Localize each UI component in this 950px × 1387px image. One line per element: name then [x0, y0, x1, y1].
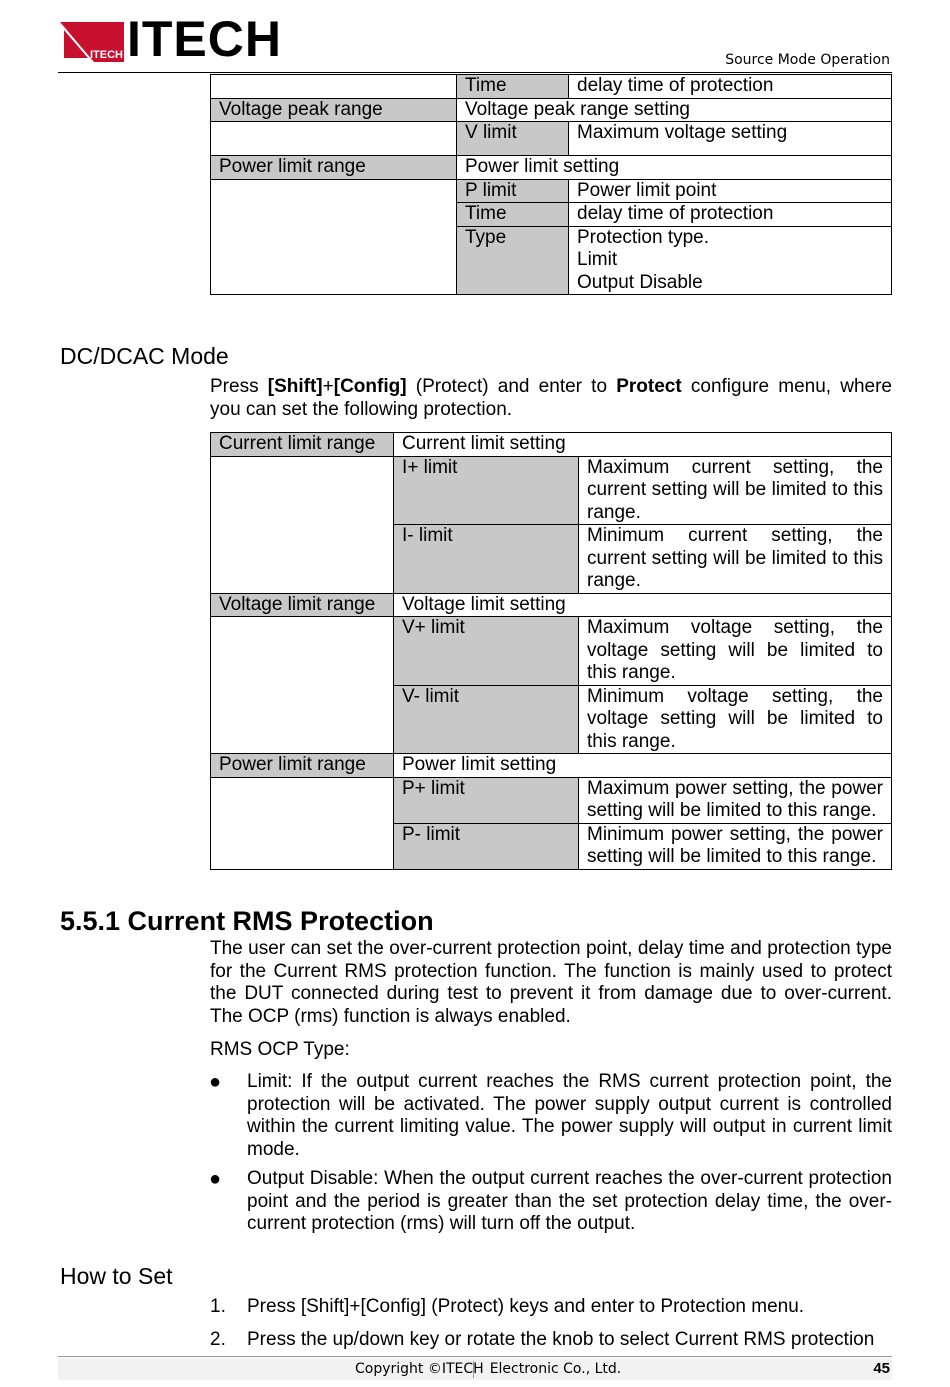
- table-row: [211, 456, 892, 525]
- param-desc: Minimum voltage setting, the voltage setting will be limited to this range.: [579, 685, 892, 754]
- header-rule: [58, 72, 892, 73]
- param-desc: Maximum current setting, the current setting will be limited to this range.: [579, 456, 892, 525]
- param-desc: Maximum power setting, the power setting will be limited to this range.: [579, 777, 892, 823]
- param-key: V limit: [457, 122, 569, 156]
- step-text: Press the up/down key or rotate the knob to select Current RMS protection: [247, 1329, 875, 1350]
- itech-logo-icon: [60, 22, 124, 62]
- param-key: V- limit: [394, 685, 579, 754]
- table-row: [211, 754, 892, 778]
- param-key: Time: [457, 203, 569, 227]
- range-label: Current limit range: [211, 433, 394, 457]
- table-cell: [211, 777, 394, 869]
- desc-line: Output Disable: [577, 271, 703, 293]
- step-number: 2.: [210, 1329, 226, 1350]
- page-number: 45: [873, 1360, 890, 1377]
- param-key: V+ limit: [394, 617, 579, 686]
- param-key: P limit: [457, 179, 569, 203]
- intro-text: configure menu, where you can set the following protection.: [210, 376, 892, 420]
- param-desc: Minimum current setting, the current setting will be limited to this range.: [579, 525, 892, 594]
- param-desc: delay time of protection: [569, 203, 892, 227]
- section-heading-rms: 5.5.1 Current RMS Protection: [60, 906, 434, 936]
- table-cell: [211, 179, 457, 295]
- range-label: Voltage peak range: [211, 98, 457, 122]
- logo-wordmark: ITECH: [127, 11, 282, 67]
- range-label: Power limit range: [211, 754, 394, 778]
- dc-protection-table: [210, 432, 892, 870]
- protect-menu-label: Protect: [616, 376, 682, 397]
- table-row: [211, 617, 892, 686]
- shift-key-label: [Shift]: [267, 376, 323, 397]
- desc-line: Limit: [577, 249, 618, 270]
- table-cell: [211, 456, 394, 593]
- intro-text: +: [322, 376, 334, 397]
- table-row: [211, 179, 892, 203]
- range-setting: Power limit setting: [394, 754, 892, 778]
- param-key: P+ limit: [394, 777, 579, 823]
- table-row: [211, 593, 892, 617]
- param-desc: Power limit point: [569, 179, 892, 203]
- table-row: [211, 777, 892, 823]
- param-desc: [569, 226, 892, 295]
- table-row: [211, 156, 892, 180]
- copyright-text: Copyright ©ITECH: [355, 1361, 484, 1377]
- header-section-title: Source Mode Operation: [725, 52, 890, 68]
- table-row: [211, 433, 892, 457]
- table-row: [211, 98, 892, 122]
- table-row: [211, 122, 892, 156]
- config-key-label: [Config]: [333, 376, 407, 397]
- step-number: 1.: [210, 1296, 226, 1317]
- param-key: Type: [457, 226, 569, 295]
- table-cell: [211, 617, 394, 754]
- bullet-icon: ●: [209, 1071, 222, 1093]
- param-desc: Maximum voltage setting: [569, 122, 892, 156]
- section-heading-how-to: How to Set: [60, 1263, 173, 1289]
- range-label: Power limit range: [211, 156, 457, 180]
- param-desc: Minimum power setting, the power setting will be limited to this range.: [579, 823, 892, 869]
- param-key: I- limit: [394, 525, 579, 594]
- param-key: I+ limit: [394, 456, 579, 525]
- param-key: Time: [457, 75, 569, 99]
- protection-table-continued: [210, 74, 892, 295]
- table-row: [211, 75, 892, 99]
- bullet-output-disable: Output Disable: When the output current reaches the over-current protection point and the period is greater than the set protection delay time, the over-current protection (rms) will turn off the output.: [247, 1168, 892, 1234]
- range-setting: Voltage limit setting: [394, 593, 892, 617]
- svg-text:ITECH: ITECH: [90, 49, 123, 61]
- bullet-limit: Limit: If the output current reaches the RMS current protection point, the protection will be activated. The power supply output current is controlled within the current limiting value. The power supply will output in current limit mode.: [247, 1071, 892, 1160]
- table-cell: [211, 122, 457, 156]
- copyright-text: Electronic Co., Ltd.: [489, 1361, 622, 1377]
- range-setting: Power limit setting: [457, 156, 892, 180]
- step-text: Press [Shift]+[Config] (Protect) keys and enter to Protection menu.: [247, 1296, 805, 1317]
- range-label: Voltage limit range: [211, 593, 394, 617]
- param-desc: delay time of protection: [569, 75, 892, 99]
- intro-text: (Protect) and enter to: [406, 376, 617, 397]
- dc-intro-paragraph: [210, 376, 892, 421]
- param-key: P- limit: [394, 823, 579, 869]
- range-setting: Current limit setting: [394, 433, 892, 457]
- footer-separator: [473, 1361, 474, 1378]
- section-heading-dc: DC/DCAC Mode: [60, 343, 229, 369]
- footer-rule: [58, 1356, 892, 1357]
- table-cell: [211, 75, 457, 99]
- desc-line: Protection type.: [577, 226, 710, 248]
- range-setting: Voltage peak range setting: [457, 98, 892, 122]
- intro-text: Press: [210, 376, 268, 397]
- param-desc: Maximum voltage setting, the voltage setting will be limited to this range.: [579, 617, 892, 686]
- rms-type-label: RMS OCP Type:: [210, 1039, 350, 1060]
- bullet-icon: ●: [209, 1168, 222, 1190]
- footer-copyright: [355, 1361, 621, 1377]
- rms-body-paragraph: The user can set the over-current protection point, delay time and protection type for the Current RMS protection function. The function is mainly used to protect the DUT connected during test to prevent it from damage due to over-current. The OCP (rms) function is always enabled.: [210, 938, 892, 1027]
